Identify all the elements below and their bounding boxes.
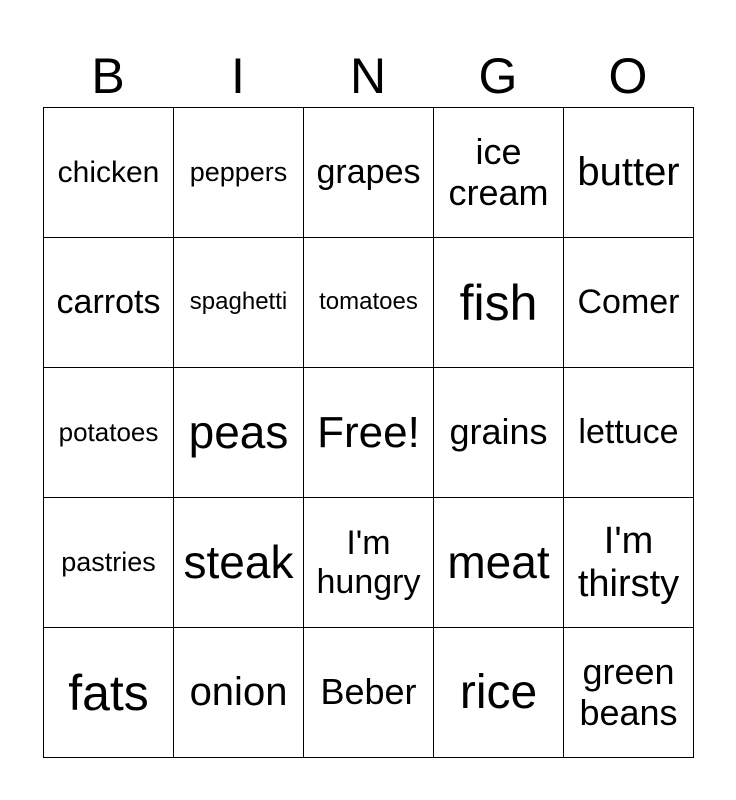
free-space-cell[interactable]: Free!	[304, 368, 434, 498]
bingo-cell[interactable]: peas	[174, 368, 304, 498]
board-row-3	[44, 368, 694, 498]
bingo-cell[interactable]: I'm hungry	[304, 498, 434, 628]
header-letter-o: O	[608, 48, 648, 104]
bingo-cell[interactable]: spaghetti	[174, 238, 304, 368]
bingo-cell[interactable]: lettuce	[564, 368, 694, 498]
bingo-board	[43, 107, 694, 758]
bingo-cell[interactable]: I'm thirsty	[564, 498, 694, 628]
bingo-cell[interactable]: fish	[434, 238, 564, 368]
bingo-cell[interactable]: green beans	[564, 628, 694, 758]
bingo-cell[interactable]: butter	[564, 108, 694, 238]
bingo-cell[interactable]: meat	[434, 498, 564, 628]
board-row-5	[44, 628, 694, 758]
bingo-cell[interactable]: Beber	[304, 628, 434, 758]
bingo-cell[interactable]: rice	[434, 628, 564, 758]
bingo-cell[interactable]: pastries	[44, 498, 174, 628]
bingo-cell[interactable]: onion	[174, 628, 304, 758]
board-row-1	[44, 108, 694, 238]
bingo-cell[interactable]: ice cream	[434, 108, 564, 238]
bingo-header	[43, 45, 693, 107]
header-letter-n: N	[349, 48, 387, 104]
bingo-cell[interactable]: carrots	[44, 238, 174, 368]
bingo-cell[interactable]: grapes	[304, 108, 434, 238]
bingo-cell[interactable]: fats	[44, 628, 174, 758]
header-letter-g: G	[478, 48, 518, 104]
bingo-cell[interactable]: steak	[174, 498, 304, 628]
board-row-4	[44, 498, 694, 628]
header-letter-i: I	[231, 48, 245, 104]
bingo-cell[interactable]: peppers	[174, 108, 304, 238]
bingo-cell[interactable]: tomatoes	[304, 238, 434, 368]
header-letter-b: B	[91, 48, 125, 104]
bingo-cell[interactable]: chicken	[44, 108, 174, 238]
bingo-cell[interactable]: grains	[434, 368, 564, 498]
bingo-cell[interactable]: Comer	[564, 238, 694, 368]
board-row-2	[44, 238, 694, 368]
bingo-cell[interactable]: potatoes	[44, 368, 174, 498]
